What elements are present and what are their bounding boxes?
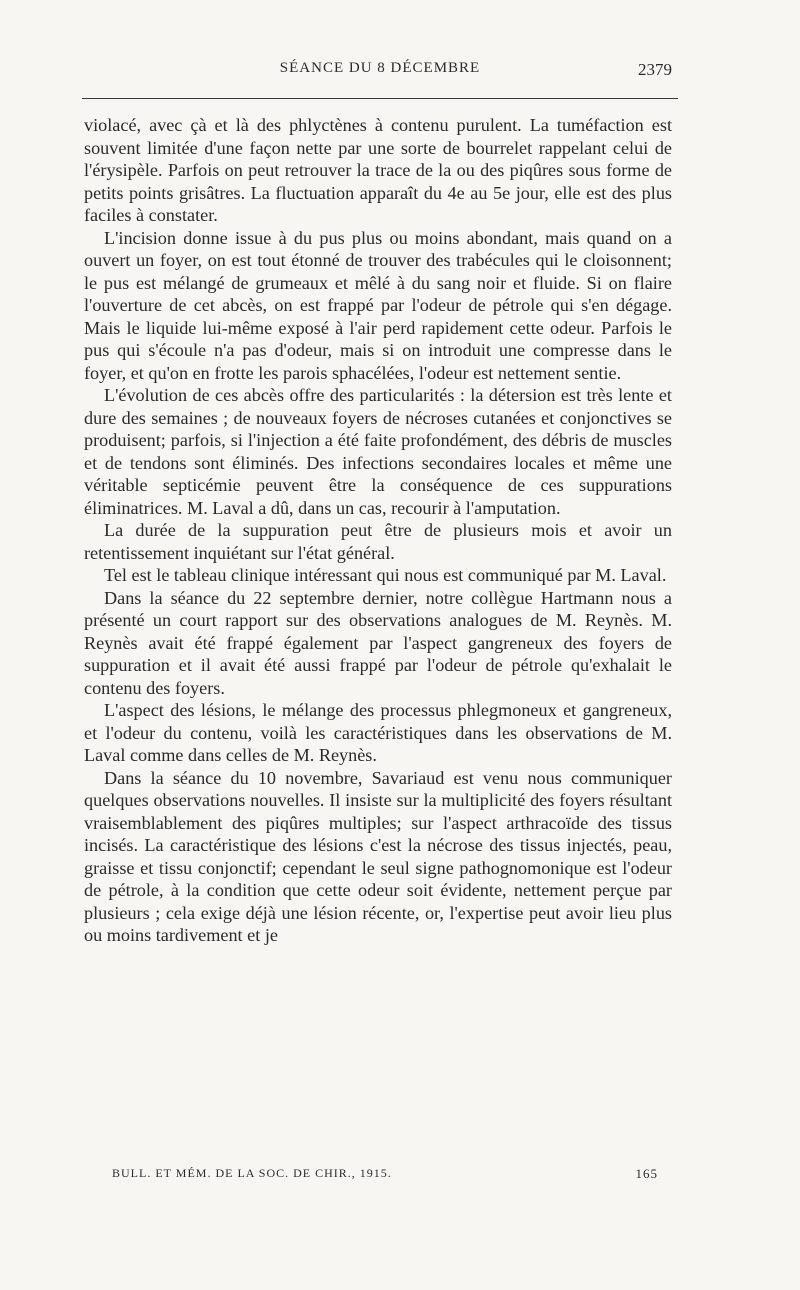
- page-footer: [112, 1166, 672, 1181]
- paragraph: Dans la séance du 22 septembre dernier, notre collègue Hartmann nous a présenté un court rapport sur des observations analogues de M. Reynès. M. Reynès avait été frappé également par l'aspect gangreneux des foyers de suppuration et il avait été aussi frappé par l'odeur de pétrole qu'exhalait le contenu des foyers.: [84, 587, 672, 698]
- body-text: [84, 114, 672, 947]
- page-header: [80, 60, 680, 90]
- paragraph: L'aspect des lésions, le mélange des processus phlegmoneux et gangreneux, et l'odeur du contenu, voilà les caractéristiques dans les observations de M. Laval comme dans celles de M. Reynès.: [84, 700, 672, 765]
- paragraph: L'évolution de ces abcès offre des particularités : la détersion est très lente et dure des semaines ; de nouveaux foyers de nécroses cutanées et conjonctives se produisent; parfois, si l'injection a été faite profondément, des débris de muscles et de tendons sont éliminés. Des infections secondaires locales et même une véritable septicémie peuvent être la conséquence de ces suppurations éliminatrices. M. Laval a dû, dans un cas, recourir à l'amputation.: [84, 385, 672, 518]
- paragraph: violacé, avec çà et là des phlyctènes à contenu purulent. La tuméfaction est souvent limitée d'une façon nette par une sorte de bourrelet rappelant celui de l'érysipèle. Parfois on peut retrouver la trace de la ou des piqûres sous forme de petits points grisâtres. La fluctuation apparaît du 4e au 5e jour, elle est des plus faciles à constater.: [84, 115, 672, 225]
- paragraph: Dans la séance du 10 novembre, Savariaud est venu nous communiquer quelques observations nouvelles. Il insiste sur la multiplicité des foyers résultant vraisemblablement des piqûres multiples; sur l'aspect arthracoïde des tissus incisés. La caractéristique des lésions c'est la nécrose des tissus injectés, peau, graisse et tissu conjonctif; cependant le seul signe pathognomonique est l'odeur de pétrole, à la condition que cette odeur soit évidente, nettement perçue par plusieurs ; cela exige déjà une lésion récente, or, l'expertise peut avoir lieu plus ou moins tardivement et je: [84, 767, 672, 945]
- page-number: 2379: [638, 60, 672, 79]
- paragraph: L'incision donne issue à du pus plus ou moins abondant, mais quand on a ouvert un foyer, on est tout étonné de trouver des trabécules qui le cloisonnent; le pus est mélangé de grumeaux et mêlé à du sang noir et fluide. Si on flaire l'ouverture de cet abcès, on est frappé par l'odeur de pétrole qui s'en dégage. Mais le liquide lui-même exposé à l'air perd rapidement cette odeur. Parfois le pus qui s'écoule n'a pas d'odeur, mais si on introduit une compresse dans le foyer, et qu'on en frotte les parois sphacélées, l'odeur est nettement sentie.: [84, 227, 672, 383]
- paragraph: La durée de la suppuration peut être de plusieurs mois et avoir un retentissement inquiétant sur l'état général.: [84, 520, 672, 563]
- journal-reference: BULL. ET MÉM. DE LA SOC. DE CHIR., 1915.: [112, 1166, 392, 1180]
- running-title: SÉANCE DU 8 DÉCEMBRE: [279, 60, 481, 76]
- signature-mark: 165: [635, 1166, 658, 1181]
- header-rule: [82, 98, 678, 99]
- paragraph: Tel est le tableau clinique intéressant qui nous est communiqué par M. Laval.: [104, 565, 667, 585]
